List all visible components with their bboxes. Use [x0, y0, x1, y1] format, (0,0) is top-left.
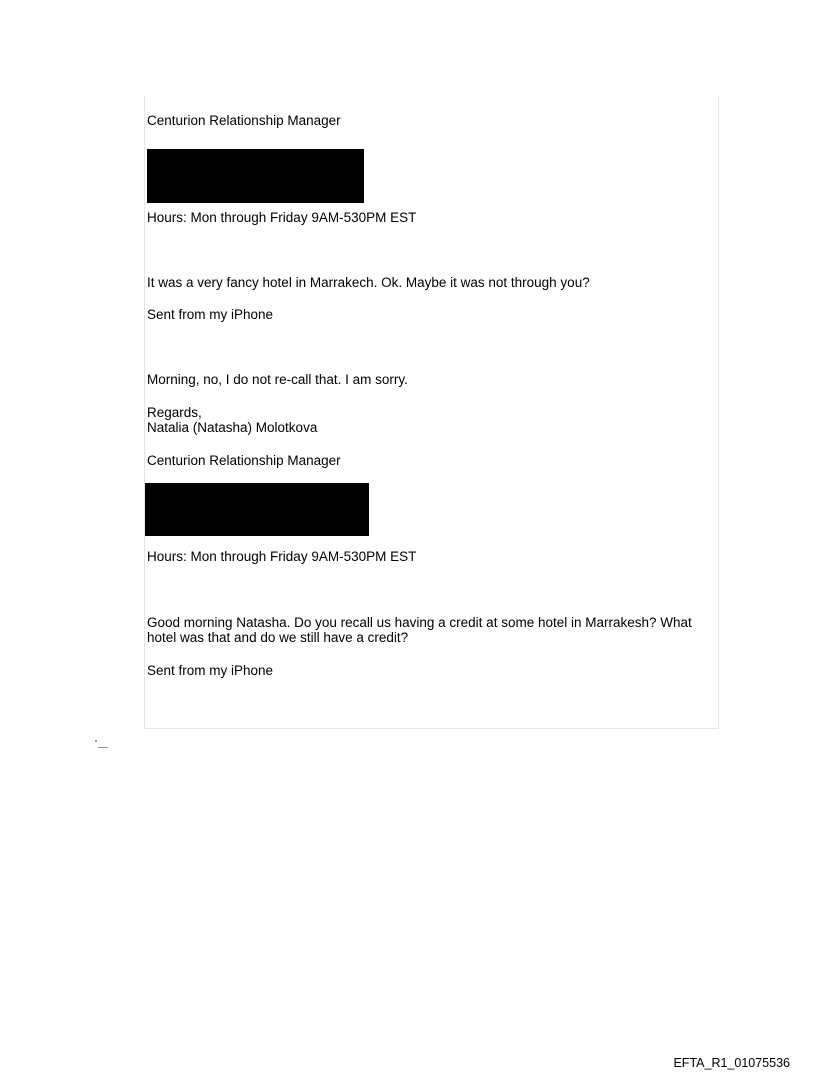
- signature-title: Centurion Relationship Manager: [147, 113, 341, 128]
- sent-from-line: Sent from my iPhone: [147, 307, 274, 322]
- sent-from-line: Sent from my iPhone: [147, 663, 274, 678]
- message-body: Morning, no, I do not re-call that. I am sorry.: [147, 372, 408, 387]
- message-body: Good morning Natasha. Do you recall us having a credit at some hotel in Marrakesh? What hotel was that and do we still have a credit?: [147, 615, 692, 645]
- document-id: EFTA_R1_01075536: [673, 1056, 790, 1070]
- message-body: It was a very fancy hotel in Marrakech. Ok. Maybe it was not through you?: [147, 275, 590, 290]
- redaction-block: [147, 149, 364, 203]
- closing-line: Regards,: [147, 405, 202, 420]
- signature-title: Centurion Relationship Manager: [147, 453, 341, 468]
- signature-hours: Hours: Mon through Friday 9AM-530PM EST: [147, 549, 417, 564]
- redaction-block: [145, 483, 369, 536]
- sender-name: Natalia (Natasha) Molotkova: [147, 420, 318, 435]
- signature-hours: Hours: Mon through Friday 9AM-530PM EST: [147, 210, 417, 225]
- scan-artifact-mark: [95, 740, 109, 748]
